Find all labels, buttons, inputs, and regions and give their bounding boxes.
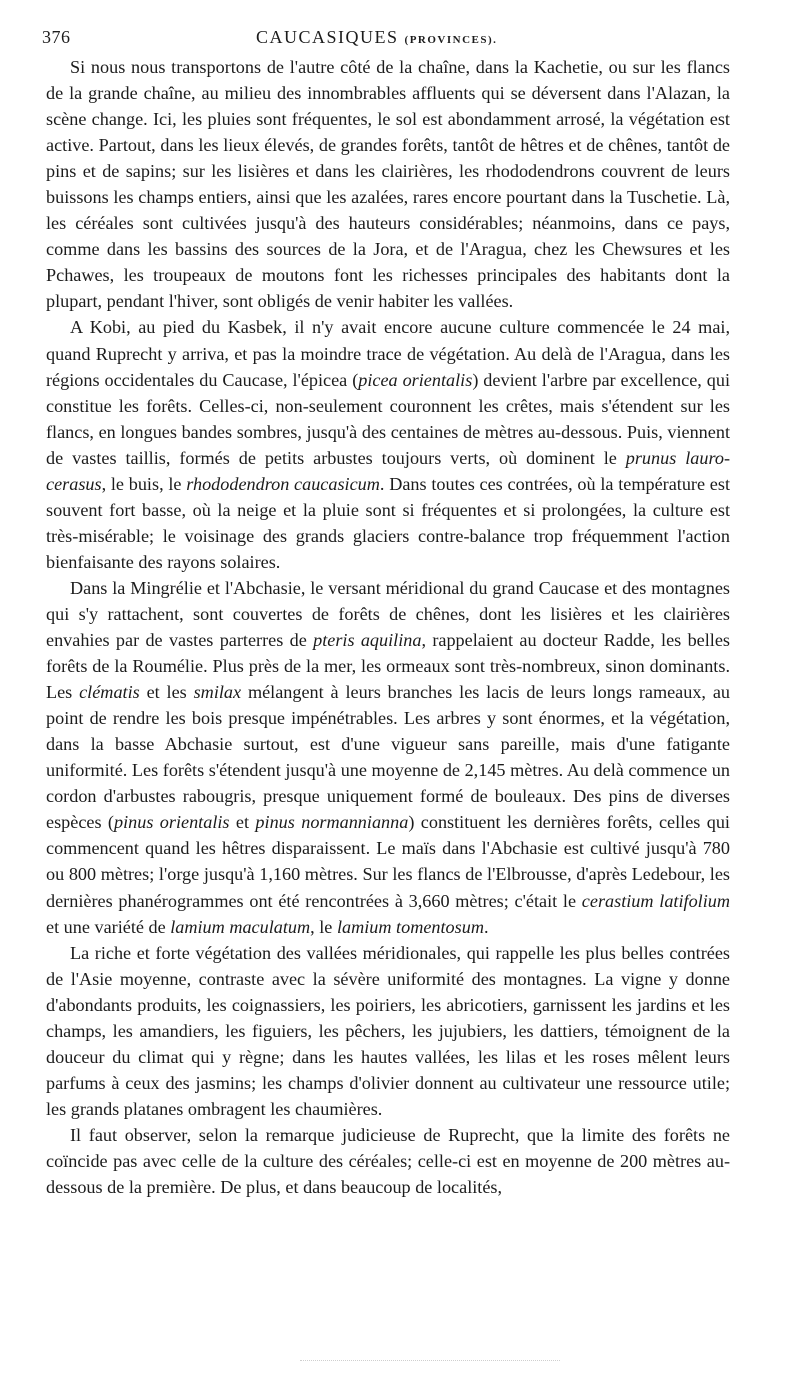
- italic-term: cerastium latifolium: [581, 890, 730, 911]
- running-title-main: CAUCASIQUES: [256, 27, 399, 47]
- italic-term: picea orientalis: [358, 369, 473, 390]
- text-run: Si nous nous transportons de l'autre côté de la chaîne, dans la Kachetie, ou sur les flancs de la grande chaîne, au milieu des innombrables affluents qui se déversent dans l'Alazan, la scène change. Ici, les pluies sont fréquentes, le sol est abondamment arrosé, la végétation est active. Partout, dans les lieux élevés, de grandes forêts, tantôt de hêtres et de chênes, tantôt de pins et de sapins; sur les lisières et dans les clairières, les rhododendrons couvrent de leurs buissons les champs entiers, ainsi que les azalées, rares encore pourtant dans la Tuschetie. Là, les céréales sont cultivées jusqu'à des hauteurs considérables; néanmoins, dans ce pays, comme dans les bassins des sources de la Jora, et de l'Aragua, chez les Chewsures et les Pchawes, les troupeaux de moutons font les richesses principales des habitants dont la plupart, pendant l'hiver, sont obligés de venir habiter les vallées.: [46, 57, 730, 312]
- text-run: . Dans toutes ces contrées, où la température est souvent fort basse, où la neige et la pluie sont si fréquentes et si prolongées, la culture est très-misérable; le voisinage des grands glaciers contre-balance trop fréquemment l'action bienfaisante des rayons solaires.: [46, 473, 730, 572]
- text-run: , le buis, le: [101, 473, 187, 494]
- italic-term: prunus lauro-cerasus: [46, 447, 731, 494]
- running-title-sub: (PROVINCES).: [404, 34, 498, 46]
- text-run: , le: [310, 916, 337, 937]
- text-run: , rappelaient au docteur Radde, les belles forêts de la Roumélie. Plus près de la mer, les ormeaux sont très-nombreux, sinon dominants. Les: [46, 630, 730, 703]
- paragraph: [46, 940, 730, 1122]
- document-page: [42, 24, 731, 1200]
- italic-term: clématis: [79, 682, 140, 703]
- text-run: ) constituent les dernières forêts, celles qui commencent quand les hêtres disparaissent. Le maïs dans l'Abchasie est cultivé jusqu'à 780 ou 800 mètres; l'orge jusqu'à 1,160 mètres. Sur les flancs de l'Elbrousse, d'après Ledebour, les dernières phanérogrammes ont été rencontrées à 3,660 mètres; c'était le: [46, 812, 730, 911]
- italic-term: pinus orientalis: [113, 812, 230, 833]
- page-number: 376: [42, 27, 71, 47]
- text-run: et une variété de: [46, 916, 171, 937]
- text-run: et: [229, 812, 256, 833]
- text-run: .: [483, 916, 489, 937]
- paragraph: [46, 575, 730, 940]
- running-head: [42, 24, 730, 50]
- paragraph: [46, 314, 730, 574]
- italic-term: pteris aquilina: [313, 630, 422, 651]
- running-title: [256, 24, 497, 53]
- text-run: A Kobi, au pied du Kasbek, il n'y avait encore aucune culture commencée le 24 mai, quand Ruprecht y arriva, et pas la moindre trace de végétation. Au delà de l'Aragua, dans les régions occidentales du Caucase, l'épicea (: [46, 317, 730, 390]
- text-run: La riche et forte végétation des vallées méridionales, qui rappelle les plus belles contrées de l'Asie moyenne, contraste avec la sévère uniformité des montagnes. La vigne y donne d'abondants produits, les coignassiers, les poiriers, les abricotiers, garnissent les jardins et les champs, les amandiers, les figuiers, les pêchers, les jujubiers, les dattiers, témoignent de la douceur du climat qui y règne; dans les hautes vallées, les lilas et les roses mêlent leurs parfums à ceux des jasmins; les champs d'olivier donnent au cultivateur une ressource utile; les grands platanes ombragent les chaumières.: [46, 942, 730, 1119]
- paragraph: [46, 1122, 730, 1200]
- text-run: ) devient l'arbre par excellence, qui constitue les forêts. Celles-ci, non-seulement couronnent les crêtes, mais s'étendent sur les flancs, en longues bandes sombres, jusqu'à des centaines de mètres au-dessous. Puis, viennent de vastes taillis, formés de petits arbustes toujours verts, où dominent le: [46, 369, 731, 468]
- text-run: mélangent à leurs branches les lacis de leurs longs rameaux, au point de rendre les bois presque impénétrables. Les arbres y sont énormes, et la végétation, dans la basse Abchasie surtout, est d'une vigueur sans pareille, mais d'une fatigante uniformité. Les forêts s'étendent jusqu'à une moyenne de 2,145 mètres. Au delà commence un cordon d'arbustes rabougris, presque uniquement formé de bouleaux. Des pins de diverses espèces (: [46, 682, 730, 833]
- text-run: Il faut observer, selon la remarque judicieuse de Ruprecht, que la limite des forêts ne coïncide pas avec celle de la culture des céréales; celle-ci est en moyenne de 200 mètres au-dessous de la première. De plus, et dans beaucoup de localités,: [46, 1124, 730, 1198]
- italic-term: lamium tomentosum: [336, 916, 484, 937]
- italic-term: pinus normannianna: [255, 812, 409, 833]
- paragraph: [46, 54, 730, 314]
- page-bottom-specks: [300, 1360, 560, 1364]
- italic-term: rhododendron caucasicum: [186, 473, 380, 494]
- italic-term: lamium maculatum: [170, 916, 311, 937]
- body-text: [46, 54, 730, 1200]
- text-run: et les: [139, 682, 194, 703]
- italic-term: smilax: [193, 682, 242, 703]
- text-run: Dans la Mingrélie et l'Abchasie, le versant méridional du grand Caucase et des montagnes qui s'y rattachent, sont couvertes de forêts de chênes, dont les lisières et les clairières envahies par de vastes parterres de: [46, 577, 730, 651]
